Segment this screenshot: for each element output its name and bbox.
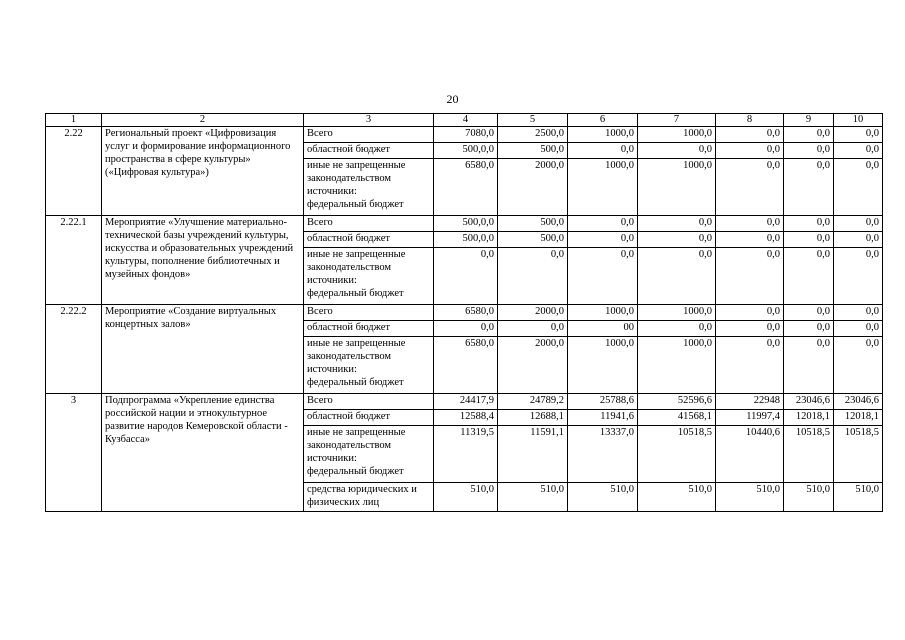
value-cell: 0,0 <box>568 232 638 248</box>
value-cell: 2000,0 <box>498 305 568 321</box>
value-cell: 00 <box>568 321 638 337</box>
row-code: 3 <box>46 394 102 512</box>
table-row <box>46 394 883 410</box>
funding-source: областной бюджет <box>304 143 434 159</box>
value-cell: 510,0 <box>784 483 834 512</box>
value-cell: 0,0 <box>834 143 883 159</box>
value-cell: 510,0 <box>434 483 498 512</box>
value-cell: 1000,0 <box>568 305 638 321</box>
value-cell: 510,0 <box>498 483 568 512</box>
value-cell: 2500,0 <box>498 127 568 143</box>
value-cell: 0,0 <box>716 232 784 248</box>
table-row <box>46 305 883 321</box>
value-cell: 510,0 <box>716 483 784 512</box>
header-cell: 7 <box>638 114 716 127</box>
value-cell: 0,0 <box>568 216 638 232</box>
header-cell: 1 <box>46 114 102 127</box>
value-cell: 500,0 <box>498 216 568 232</box>
row-code: 2.22.2 <box>46 305 102 394</box>
header-cell: 9 <box>784 114 834 127</box>
value-cell: 23046,6 <box>834 394 883 410</box>
value-cell: 0,0 <box>716 321 784 337</box>
funding-source: иные не запрещенные законодательством источники: федеральный бюджет <box>304 426 434 483</box>
value-cell: 0,0 <box>834 321 883 337</box>
value-cell: 11997,4 <box>716 410 784 426</box>
value-cell: 12018,1 <box>834 410 883 426</box>
value-cell: 0,0 <box>716 143 784 159</box>
value-cell: 11591,1 <box>498 426 568 483</box>
value-cell: 0,0 <box>498 321 568 337</box>
value-cell: 0,0 <box>784 337 834 394</box>
value-cell: 500,0 <box>498 232 568 248</box>
funding-source: Всего <box>304 216 434 232</box>
value-cell: 0,0 <box>834 337 883 394</box>
value-cell: 2000,0 <box>498 159 568 216</box>
value-cell: 500,0,0 <box>434 232 498 248</box>
page-number: 20 <box>446 92 459 106</box>
value-cell: 6580,0 <box>434 159 498 216</box>
value-cell: 10518,5 <box>834 426 883 483</box>
value-cell: 1000,0 <box>568 127 638 143</box>
value-cell: 1000,0 <box>568 159 638 216</box>
value-cell: 0,0 <box>716 248 784 305</box>
row-title: Региональный проект «Цифровизация услуг и формирование информационного пространства в сфере культуры» («Цифровая культура») <box>102 127 304 216</box>
value-cell: 0,0 <box>638 216 716 232</box>
value-cell: 0,0 <box>834 127 883 143</box>
value-cell: 0,0 <box>434 321 498 337</box>
value-cell: 41568,1 <box>638 410 716 426</box>
value-cell: 500,0,0 <box>434 216 498 232</box>
value-cell: 24789,2 <box>498 394 568 410</box>
value-cell: 12018,1 <box>784 410 834 426</box>
value-cell: 0,0 <box>716 337 784 394</box>
value-cell: 6580,0 <box>434 305 498 321</box>
funding-source: областной бюджет <box>304 410 434 426</box>
value-cell: 0,0 <box>716 216 784 232</box>
value-cell: 11941,6 <box>568 410 638 426</box>
value-cell: 0,0 <box>716 159 784 216</box>
header-cell: 10 <box>834 114 883 127</box>
value-cell: 0,0 <box>834 305 883 321</box>
funding-source: иные не запрещенные законодательством источники: федеральный бюджет <box>304 337 434 394</box>
value-cell: 0,0 <box>568 143 638 159</box>
header-cell: 8 <box>716 114 784 127</box>
value-cell: 22948 <box>716 394 784 410</box>
value-cell: 0,0 <box>834 216 883 232</box>
value-cell: 0,0 <box>834 232 883 248</box>
table-row <box>46 216 883 232</box>
funding-source: областной бюджет <box>304 321 434 337</box>
header-cell: 2 <box>102 114 304 127</box>
value-cell: 1000,0 <box>568 337 638 394</box>
table-row <box>46 127 883 143</box>
row-title: Мероприятие «Улучшение материально-технической базы учреждений культуры, искусства и образовательных учреждений культуры, пополнение библиотечных и музейных фондов» <box>102 216 304 305</box>
value-cell: 1000,0 <box>638 337 716 394</box>
value-cell: 12688,1 <box>498 410 568 426</box>
value-cell: 0,0 <box>434 248 498 305</box>
value-cell: 0,0 <box>638 143 716 159</box>
row-code: 2.22 <box>46 127 102 216</box>
value-cell: 0,0 <box>498 248 568 305</box>
value-cell: 0,0 <box>784 321 834 337</box>
value-cell: 510,0 <box>568 483 638 512</box>
value-cell: 0,0 <box>638 321 716 337</box>
value-cell: 0,0 <box>784 159 834 216</box>
value-cell: 0,0 <box>568 248 638 305</box>
value-cell: 510,0 <box>834 483 883 512</box>
value-cell: 52596,6 <box>638 394 716 410</box>
funding-source: Всего <box>304 127 434 143</box>
table-body <box>46 114 883 512</box>
row-code: 2.22.1 <box>46 216 102 305</box>
value-cell: 0,0 <box>784 305 834 321</box>
value-cell: 1000,0 <box>638 305 716 321</box>
value-cell: 1000,0 <box>638 127 716 143</box>
value-cell: 0,0 <box>834 248 883 305</box>
value-cell: 1000,0 <box>638 159 716 216</box>
funding-source: средства юридических и физических лиц <box>304 483 434 512</box>
value-cell: 10440,6 <box>716 426 784 483</box>
value-cell: 0,0 <box>784 143 834 159</box>
budget-table <box>45 113 883 512</box>
value-cell: 510,0 <box>638 483 716 512</box>
header-cell: 6 <box>568 114 638 127</box>
value-cell: 0,0 <box>784 248 834 305</box>
header-row <box>46 114 883 127</box>
value-cell: 23046,6 <box>784 394 834 410</box>
funding-source: иные не запрещенные законодательством источники: федеральный бюджет <box>304 248 434 305</box>
value-cell: 0,0 <box>784 216 834 232</box>
value-cell: 24417,9 <box>434 394 498 410</box>
value-cell: 500,0 <box>498 143 568 159</box>
value-cell: 0,0 <box>784 127 834 143</box>
value-cell: 500,0,0 <box>434 143 498 159</box>
funding-source: Всего <box>304 305 434 321</box>
row-title: Подпрограмма «Укрепление единства российской нации и этнокультурное развитие народов Кемеровской области - Кузбасса» <box>102 394 304 512</box>
value-cell: 0,0 <box>834 159 883 216</box>
funding-source: Всего <box>304 394 434 410</box>
value-cell: 0,0 <box>716 305 784 321</box>
value-cell: 10518,5 <box>784 426 834 483</box>
value-cell: 10518,5 <box>638 426 716 483</box>
value-cell: 11319,5 <box>434 426 498 483</box>
header-cell: 4 <box>434 114 498 127</box>
value-cell: 2000,0 <box>498 337 568 394</box>
funding-source: областной бюджет <box>304 232 434 248</box>
value-cell: 13337,0 <box>568 426 638 483</box>
value-cell: 12588,4 <box>434 410 498 426</box>
value-cell: 0,0 <box>638 248 716 305</box>
funding-source: иные не запрещенные законодательством источники: федеральный бюджет <box>304 159 434 216</box>
value-cell: 0,0 <box>716 127 784 143</box>
value-cell: 6580,0 <box>434 337 498 394</box>
value-cell: 0,0 <box>638 232 716 248</box>
header-cell: 3 <box>304 114 434 127</box>
row-title: Мероприятие «Создание виртуальных концертных залов» <box>102 305 304 394</box>
value-cell: 0,0 <box>784 232 834 248</box>
value-cell: 25788,6 <box>568 394 638 410</box>
value-cell: 7080,0 <box>434 127 498 143</box>
header-cell: 5 <box>498 114 568 127</box>
